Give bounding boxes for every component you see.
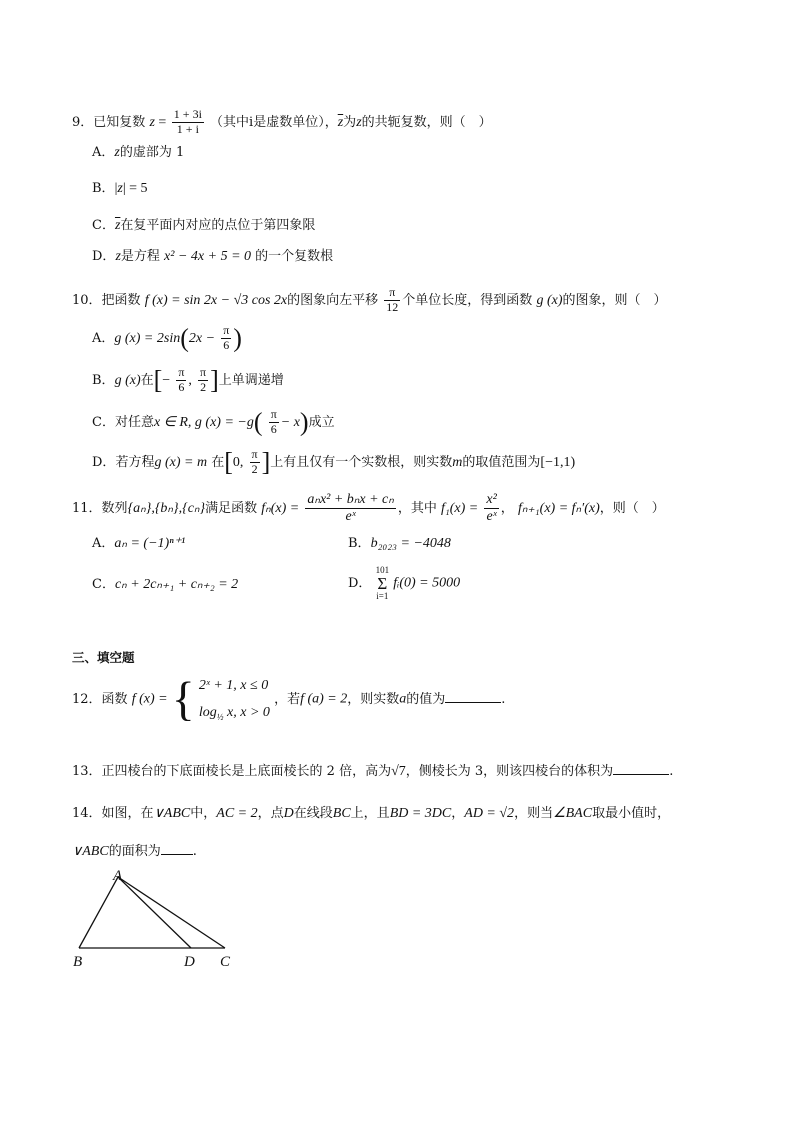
triangle-figure <box>70 865 250 975</box>
side-ab <box>79 877 118 948</box>
q10-number: 10． <box>72 292 102 308</box>
q14-stem: 14．如图，在∨ABC中，AC = 2，点D在线段BC上，且BD = 3DC，AD = √2，则当∠BAC取最小值时， <box>72 806 671 821</box>
q13-answer-blank[interactable] <box>613 773 669 775</box>
q12-cases: 2ˣ + 1, x ≤ 0 $\log_{\frac{1}{2}} x$, x > 0 <box>198 678 270 722</box>
q11-option-b[interactable]: B．b₂₀₂₃ = −4048 <box>348 536 451 551</box>
q9-option-b[interactable]: B．|z| = 5 <box>92 181 148 196</box>
q12-answer-blank[interactable] <box>445 701 501 703</box>
q10-option-d[interactable]: D．若方程g (x) = m 在[0, $\frac{\pi}{2}$ ]上有且仅有一个实数根，则实数m的取值范围为[−1,1) <box>92 447 576 477</box>
q11-option-a[interactable]: A．aₙ = (−1)ⁿ⁺¹ <box>92 536 186 551</box>
q11-number: 11． <box>72 501 102 517</box>
q11-stem: 11．数列{aₙ},{bₙ},{cₙ}满足函数 fₙ(x) = $\frac{\text{aₙx² + bₙx + cₙ}}{\text{eˣ}}$ ，其中 f₁(x) = $\frac{\text{x²}}{\text{eˣ}}$ ， fₙ₊₁(x) = fₙ′(x)，则（ ） <box>72 492 665 525</box>
segment-ad <box>118 877 191 948</box>
q9-fraction: $\frac{1 + 3i}{1 + i}$ <box>173 107 202 136</box>
label-d: D <box>184 954 195 970</box>
q12-brace: { <box>171 672 195 726</box>
q9-number: 9． <box>72 114 94 130</box>
label-c: C <box>220 954 231 970</box>
label-b: B <box>73 954 83 970</box>
q9-stem: 9．已知复数 z = $\frac{1 + 3i}{1 + i}$ （其中i是虚数单位），$\overline{z}$为z的共轭复数，则（ ） <box>72 107 492 136</box>
q9-option-a[interactable]: A．z的虚部为 1 <box>92 145 185 160</box>
q10-stem: 10．把函数 f (x) = sin 2x − √3 cos 2x的图象向左平移 $\frac{\pi}{12}$ 个单位长度，得到函数 g (x)的图象，则（ ） <box>72 285 667 314</box>
q13-stem: 13．正四棱台的下底面棱长是上底面棱长的 2 倍，高为√7，侧棱长为 3，则该四棱台的体积为 . <box>72 764 674 779</box>
q9-option-c[interactable]: C．$\overline{z}$在复平面内对应的点位于第四象限 <box>92 218 316 233</box>
section-heading: 三、填空题 <box>72 650 135 665</box>
q14-stem-line2: ∨ABC的面积为 . <box>72 844 197 859</box>
q10-option-b[interactable]: B．g (x)在[− $\frac{\pi}{6}$ , $\frac{\pi}{2}$ ]上单调递增 <box>92 365 284 395</box>
q9-option-d[interactable]: D．z是方程 x² − 4x + 5 = 0 的一个复数根 <box>92 249 334 264</box>
q14-answer-blank[interactable] <box>161 853 193 855</box>
q11-option-d[interactable]: D． 101 Σ i=1 fᵢ(0) = 5000 <box>348 565 461 601</box>
q12-stem: 12．函数 f (x) = { 2ˣ + 1, x ≤ 0 $\log_{\frac{1}{2}} x$, x > 0 ，若f (a) = 2，则实数a的值为 . <box>72 672 506 726</box>
q11-option-c[interactable]: C．cₙ + 2cₙ₊₁ + cₙ₊₂ = 2 <box>92 577 239 592</box>
q10-option-a[interactable]: A．g (x) = 2sin(2x − $\frac{\pi}{6}$ ) <box>92 323 242 353</box>
q10-option-c[interactable]: C．对任意x ∈ R, g (x) = −g( $\frac{\pi}{6}$ − x)成立 <box>92 407 335 437</box>
side-ac <box>118 877 225 948</box>
label-a: A <box>113 868 123 884</box>
q10-shift-fraction: $\frac{\pi}{12}$ <box>386 285 399 314</box>
